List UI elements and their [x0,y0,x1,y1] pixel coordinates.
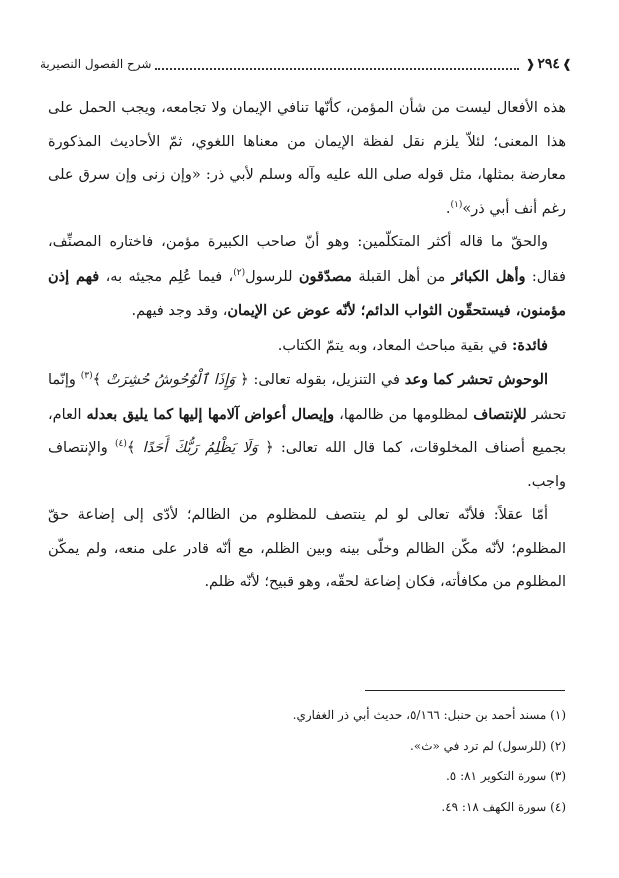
text-run: العام، بجميع أصناف المخلوقات، كما قال الله تعالى: ﴿ [48,406,566,456]
page-number: ٢٩٤ [537,56,560,72]
paragraph [48,499,566,600]
ornament-left: ❰ [525,57,536,71]
footnote: (٢) (للرسول) لم ترد في «ث». [410,738,566,753]
footnote-marker: (٤) [114,439,127,450]
running-header [40,52,574,76]
footnotes [48,700,566,822]
text-run: ﴾ [126,440,143,456]
bold-text: وأهل الكبائر [451,267,526,285]
ornament-right: ❱ [561,57,572,71]
text-run: للرسول [245,268,299,285]
text-run: . [445,200,451,217]
paragraph [48,92,566,226]
text-run: والحقّ ما قاله أكثر المتكلّمين: وهو أنّ صاحب الكبيرة مؤمن، فاختاره المصنِّف، فقال: [48,234,566,285]
bold-text: فهم إذن مؤمنون، فيستحقّون الثواب الدائم؛ لأنّه عوض عن الإيمان [48,267,566,319]
quran-quote: وَلَا يَظْلِمُ رَبُّكَ أَحَدًا [142,440,258,456]
footnote: (٤) سورة الكهف ١٨: ٤٩. [441,799,566,814]
footnote-separator [365,690,565,691]
bold-text: للإنتصاف [473,405,527,423]
text-run: من أهل القبلة [351,268,452,285]
text-run: في بقية مباحث المعاد، وبه يتمّ الكتاب. [277,337,513,354]
text-run: ، فيما عُلِم مجيئه به، [99,268,234,285]
text-run: والإنتصاف واجب. [48,440,566,490]
footnote-marker: (٢) [233,267,246,278]
bold-text: وإيصال أعواض آلامها إليها كما يليق بعدله [86,405,335,423]
body-text [48,92,566,600]
text-run: هذه الأفعال ليست من شأن المؤمن، كأنّها تنافي الإيمان ولا تجامعه، ويجب الحمل على هذا المعنى؛ لئلاّ يلزم نقل لفظة الإيمان من معناها اللغوي، ثمّ الأحاديث المذكورة معارضة بمثلها، مثل قوله صلى الله عليه وآله وسلم لأبي ذر: «وإن زنى وإن سرق على رغم أنف أبي ذر» [48,100,566,217]
bold-text: مصدّقون [298,267,352,285]
text-run: ﴾ [92,372,106,388]
book-title: شرح الفصول النصيرية [40,57,152,71]
header-leader-dots [155,59,519,70]
text-run: وإنّما تحشر [48,372,566,423]
bold-text: الوحوش تحشر كما وعد [404,371,549,388]
paragraph [48,226,566,329]
text-run: لمظلومها من ظالمها، [334,406,474,423]
text-run: ، وقد وجد فيهم. [131,303,228,319]
footnote: (٣) سورة التكوير ٨١: ٥. [445,769,566,783]
text-run: أمّا عقلاً: فلأنّه تعالى لو لم ينتصف للمظلوم من الظالم؛ لأدّى إلى إضاعة حقّ المظلوم؛ لأنّه مكّن الظالم وخلّى بينه وبين الظلم، مع أنّه قادر على منعه، ولم يمكّن المظلوم من مكافأته، فكان إضاعة لحقّه، وهو قبيح؛ لأنّه ظلم. [48,507,566,590]
text-run: في التنزيل، بقوله تعالى: ﴿ [235,372,405,388]
bold-text: فائدة: [512,336,548,354]
paragraph [48,363,566,499]
footnote-marker: (١) [450,199,463,210]
footnote-marker: (٣) [80,371,93,382]
footnote: (١) مسند أحمد بن حنبل: ٥/١٦٦، حديث أبي ذر الغفاري. [292,708,566,722]
paragraph [48,329,566,364]
quran-quote: وَإِذَا ٱلْوُحُوشُ حُشِرَتْ [105,372,236,388]
